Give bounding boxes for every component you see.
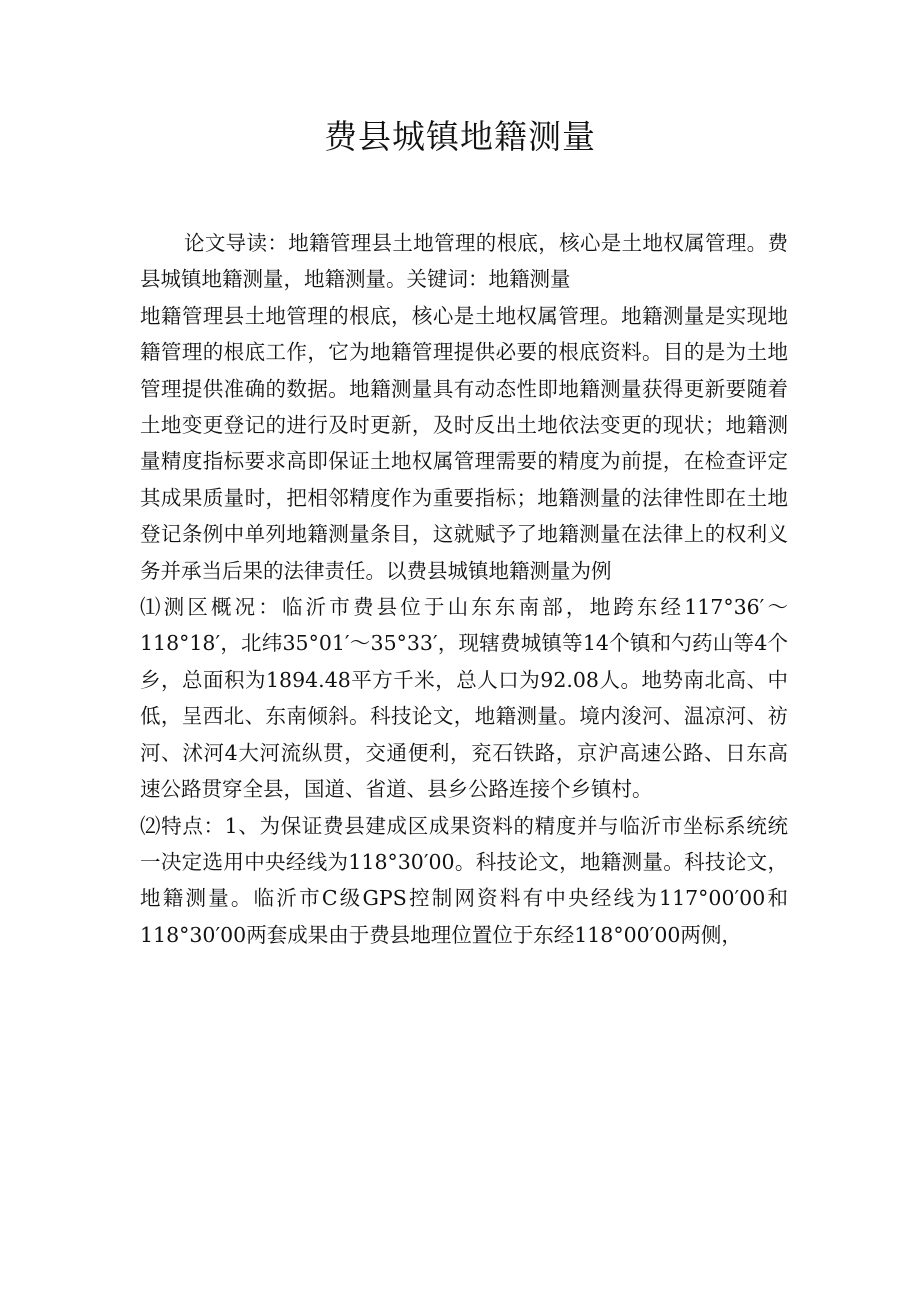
abstract-paragraph: 论文导读：地籍管理县土地管理的根底，核心是土地权属管理。费县城镇地籍测量，地籍测量。关键词：地籍测量 bbox=[140, 231, 788, 292]
document-title: 费县城镇地籍测量 bbox=[324, 117, 596, 156]
survey-area-paragraph: ⑴测区概况：临沂市费县位于山东东南部，地跨东经117°36′～118°18′，北纬35°01′～35°33′，现辖费城镇等14个镇和勺药山等4个乡，总面积为1894.48平方千米，总人口为92.08人。地势南北高、中低，呈西北、东南倾斜。科技论文，地籍测量。境内浚河、温凉河、祊河、沭河4大河流纵贯，交通便利，兖石铁路，京沪高速公路、日东高速公路贯穿全县，国道、省道、县乡公路连接个乡镇村。 bbox=[140, 595, 788, 802]
document-body bbox=[140, 225, 788, 953]
intro-paragraph: 地籍管理县土地管理的根底，核心是土地权属管理。地籍测量是实现地籍管理的根底工作，它为地籍管理提供必要的根底资料。目的是为土地管理提供准确的数据。地籍测量具有动态性即地籍测量获得更新要随着土地变更登记的进行及时更新，及时反出土地依法变更的现状；地籍测量精度指标要求高即保证土地权属管理需要的精度为前提，在检查评定其成果质量时，把相邻精度作为重要指标；地籍测量的法律性即在土地登记条例中单列地籍测量条目，这就赋予了地籍测量在法律上的权利义务并承当后果的法律责任。以费县城镇地籍测量为例 bbox=[140, 303, 788, 583]
features-paragraph: ⑵特点：1、为保证费县建成区成果资料的精度并与临沂市坐标系统统一决定选用中央经线为118°30′00。科技论文，地籍测量。科技论文，地籍测量。临沂市C级GPS控制网资料有中央经线为117°00′00和118°30′00两套成果由于费县地理位置位于东经118°00′00两侧， bbox=[140, 813, 788, 947]
